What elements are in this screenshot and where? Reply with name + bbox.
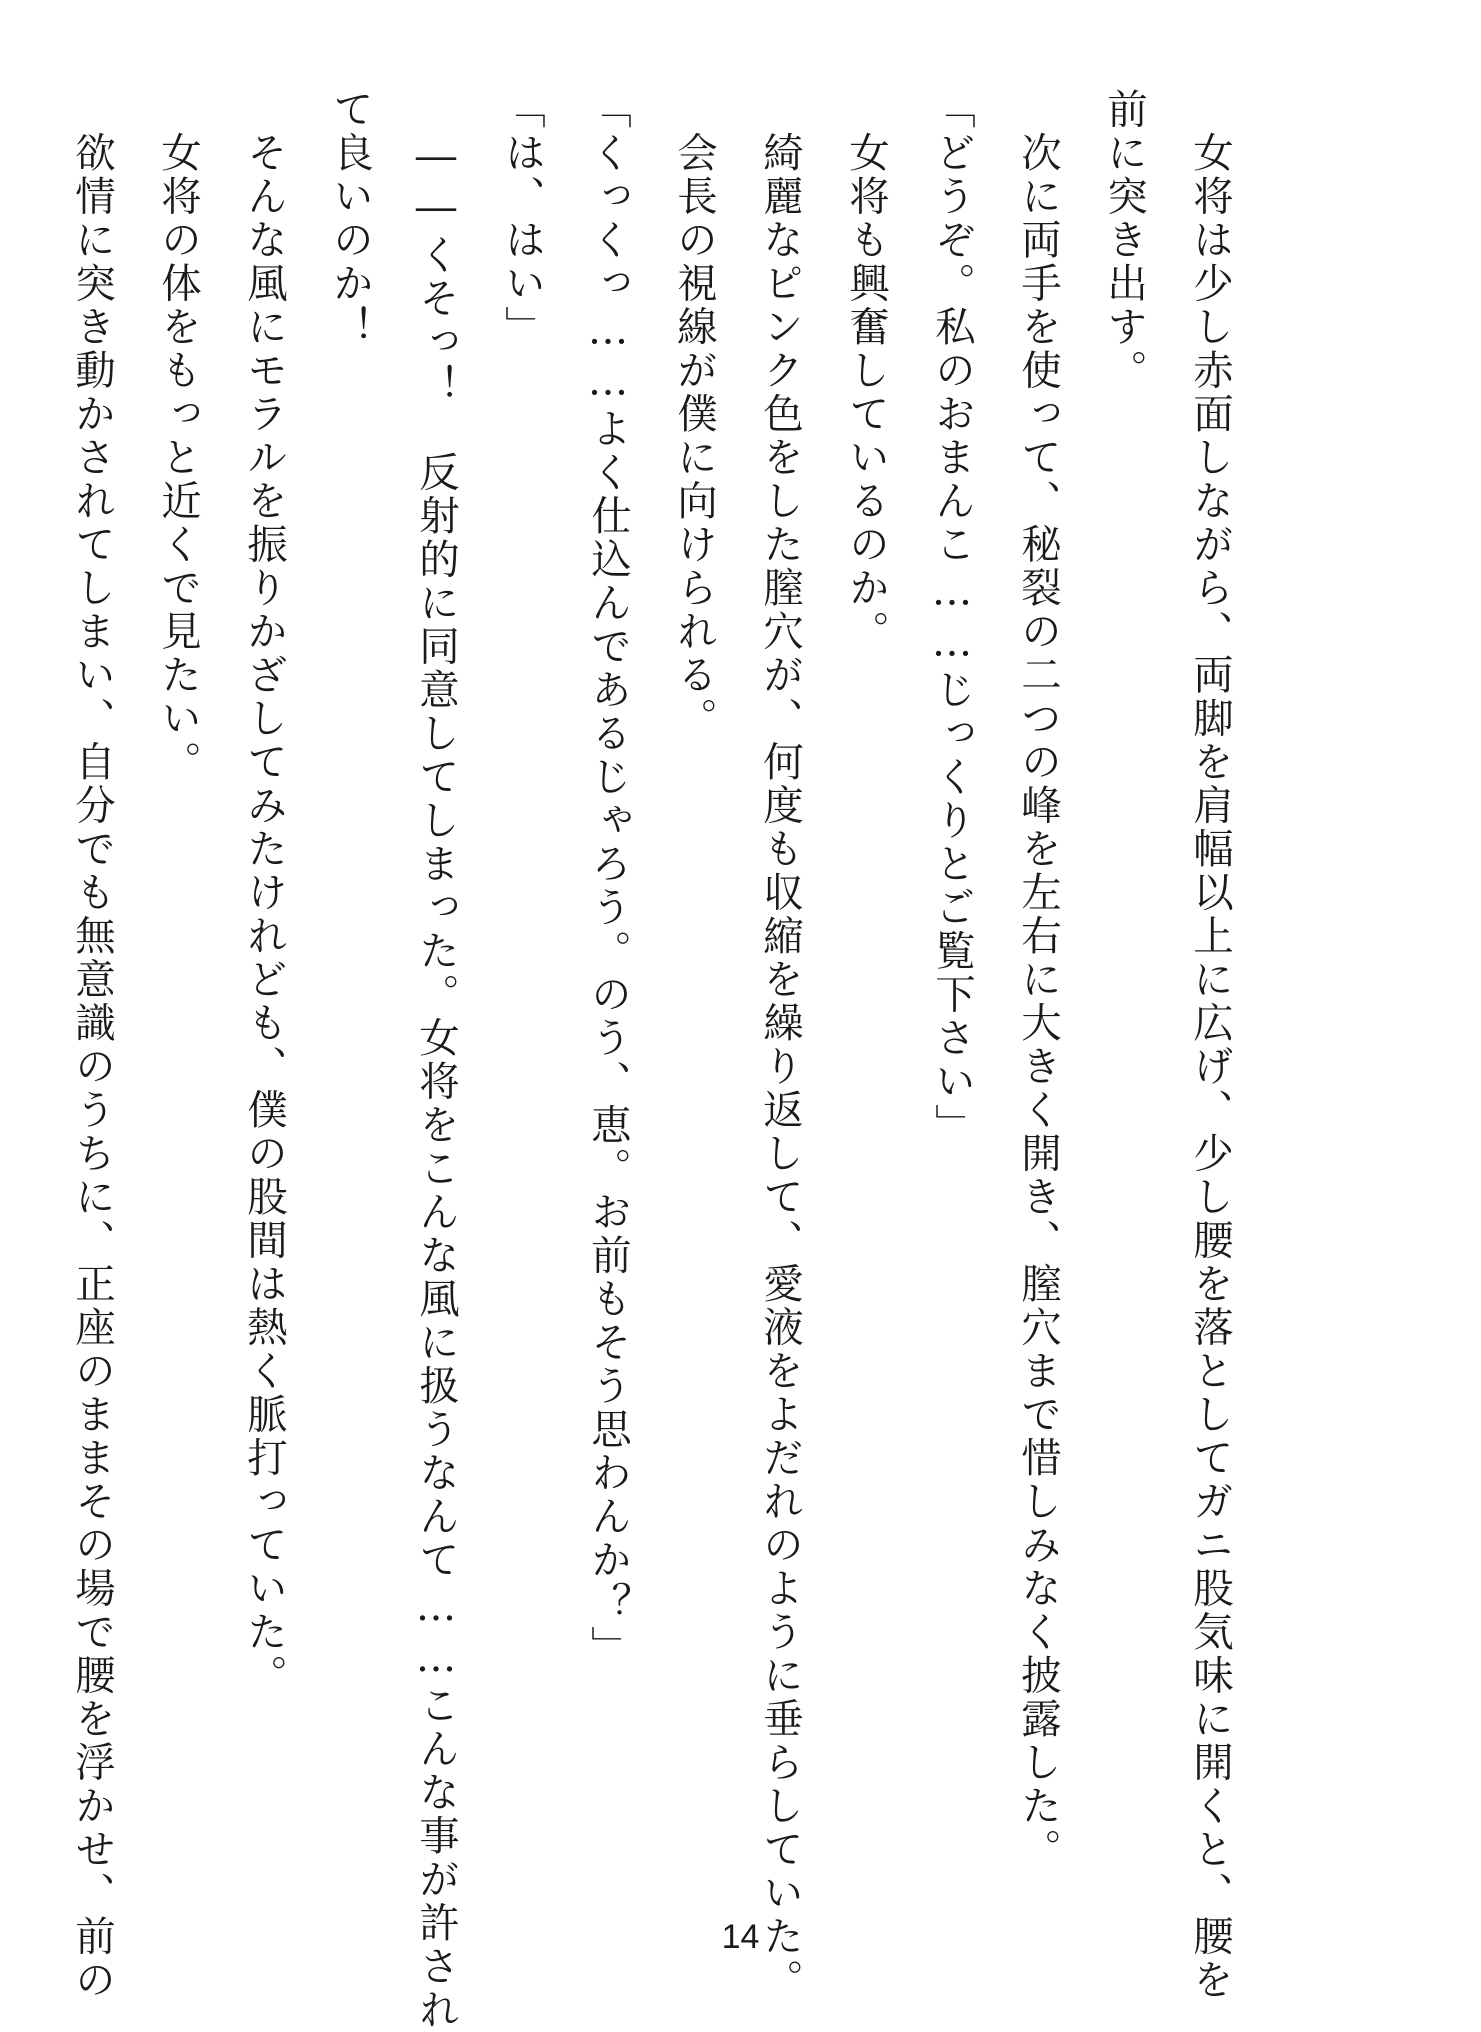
text-line: て良いのか！ <box>326 88 374 349</box>
text-line: 「くっくっ……よく仕込んであるじゃろう。のう、恵。お前もそう思わんか？」 <box>584 88 632 1669</box>
text-line: 欲情に突き動かされてしまい、自分でも無意識のうちに、正座のままその場で腰を浮かせ、前の <box>68 88 116 2002</box>
text-line: 女将も興奮しているのか。 <box>842 88 890 654</box>
text-line: 前に突き出す。 <box>1100 88 1148 393</box>
text-line: 女将は少し赤面しながら、両脚を肩幅以上に広げ、少し腰を落としてガニ股気味に開くと、腰を <box>1186 88 1234 2002</box>
text-line: 次に両手を使って、秘裂の二つの峰を左右に大きく開き、膣穴まで惜しみなく披露した。 <box>1014 88 1062 1872</box>
text-line: 綺麗なピンク色をした膣穴が、何度も収縮を繰り返して、愛液をよだれのように垂らしていた。 <box>756 88 804 2002</box>
text-line: 会長の視線が僕に向けられる。 <box>670 88 718 741</box>
text-line: ――くそっ！ 反射的に同意してしまった。女将をこんな風に扱うなんて……こんな事が許され <box>412 88 460 2032</box>
text-line: そんな風にモラルを振りかざしてみたけれども、僕の股間は熱く脈打っていた。 <box>240 88 288 1698</box>
text-line: 女将の体をもっと近くで見たい。 <box>154 88 202 784</box>
text-line: 「は、はい」 <box>498 88 546 349</box>
text-line: 「どうぞ。私のおまんこ……じっくりとご覧下さい」 <box>928 88 976 1147</box>
page-number: 14 <box>721 1918 760 1956</box>
